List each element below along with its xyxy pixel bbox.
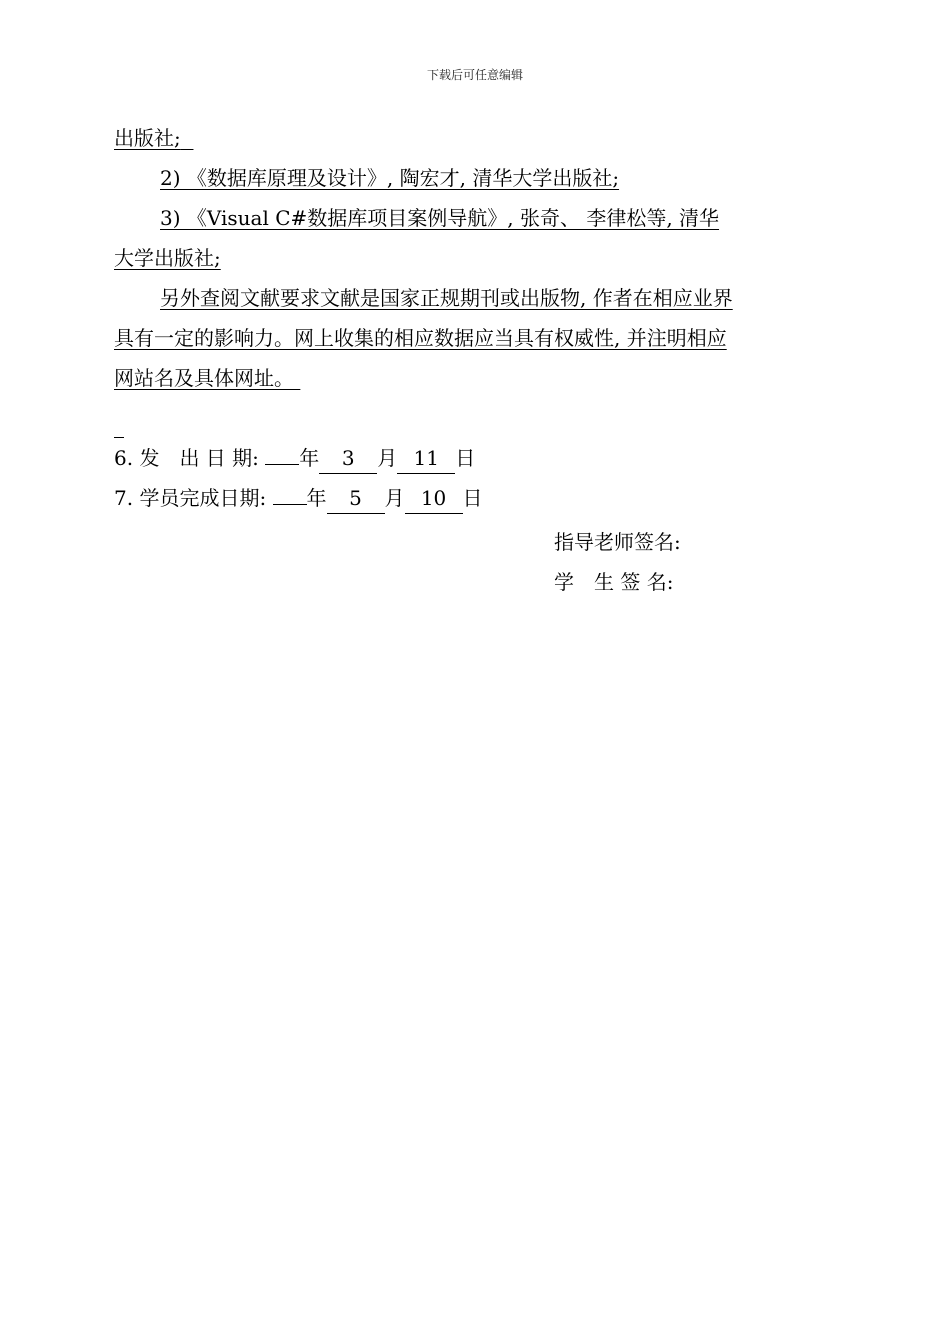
- reference-2: [114, 158, 839, 198]
- reference-2-text: 2) 《数据库原理及设计》, 陶宏才, 清华大学出版社;: [160, 166, 620, 190]
- issue-month-field[interactable]: 3: [319, 443, 377, 474]
- issue-year-unit: 年: [299, 446, 320, 470]
- issue-day-unit: 日: [455, 446, 476, 470]
- issue-date-label: 6. 发 出 日 期:: [114, 446, 259, 470]
- reference-3-line-1: [114, 198, 839, 238]
- reference-3-text-a: 3) 《Visual C#数据库项目案例导航》, 张奇、 李律松等, 清华: [160, 206, 720, 230]
- note-text-2: 具有一定的影响力。网上收集的相应数据应当具有权威性, 并注明相应: [114, 326, 727, 350]
- completion-month-unit: 月: [384, 486, 405, 510]
- issue-day-field[interactable]: 11: [397, 443, 455, 474]
- page-header: 下载后可任意编辑: [426, 68, 523, 82]
- student-signature-label: 学 生 签 名:: [554, 570, 674, 594]
- completion-day-unit: 日: [462, 486, 483, 510]
- teacher-signature-label: 指导老师签名:: [554, 530, 681, 554]
- completion-year-unit: 年: [306, 486, 327, 510]
- reference-continuation: [114, 118, 839, 158]
- completion-date-row: [114, 478, 839, 518]
- issue-year-field[interactable]: [265, 464, 299, 465]
- blank-line: [114, 398, 839, 438]
- completion-year-field[interactable]: [273, 504, 307, 505]
- note-text-1: 另外查阅文献要求文献是国家正规期刊或出版物, 作者在相应业界: [160, 286, 733, 310]
- note-line-1: [114, 278, 839, 318]
- note-line-3: [114, 358, 839, 398]
- reference-3-line-2: [114, 238, 839, 278]
- note-text-3: 网站名及具体网址。: [114, 366, 294, 390]
- issue-month-unit: 月: [377, 446, 398, 470]
- reference-1-tail: 出版社;: [114, 126, 181, 150]
- reference-3-text-b: 大学出版社;: [114, 246, 221, 270]
- issue-date-row: [114, 438, 839, 478]
- blank-underline-mark: [114, 415, 124, 438]
- completion-month-field[interactable]: 5: [327, 483, 385, 514]
- document-body: [114, 118, 839, 518]
- completion-day-field[interactable]: 10: [405, 483, 463, 514]
- note-line-2: [114, 318, 839, 358]
- completion-date-label: 7. 学员完成日期:: [114, 486, 267, 510]
